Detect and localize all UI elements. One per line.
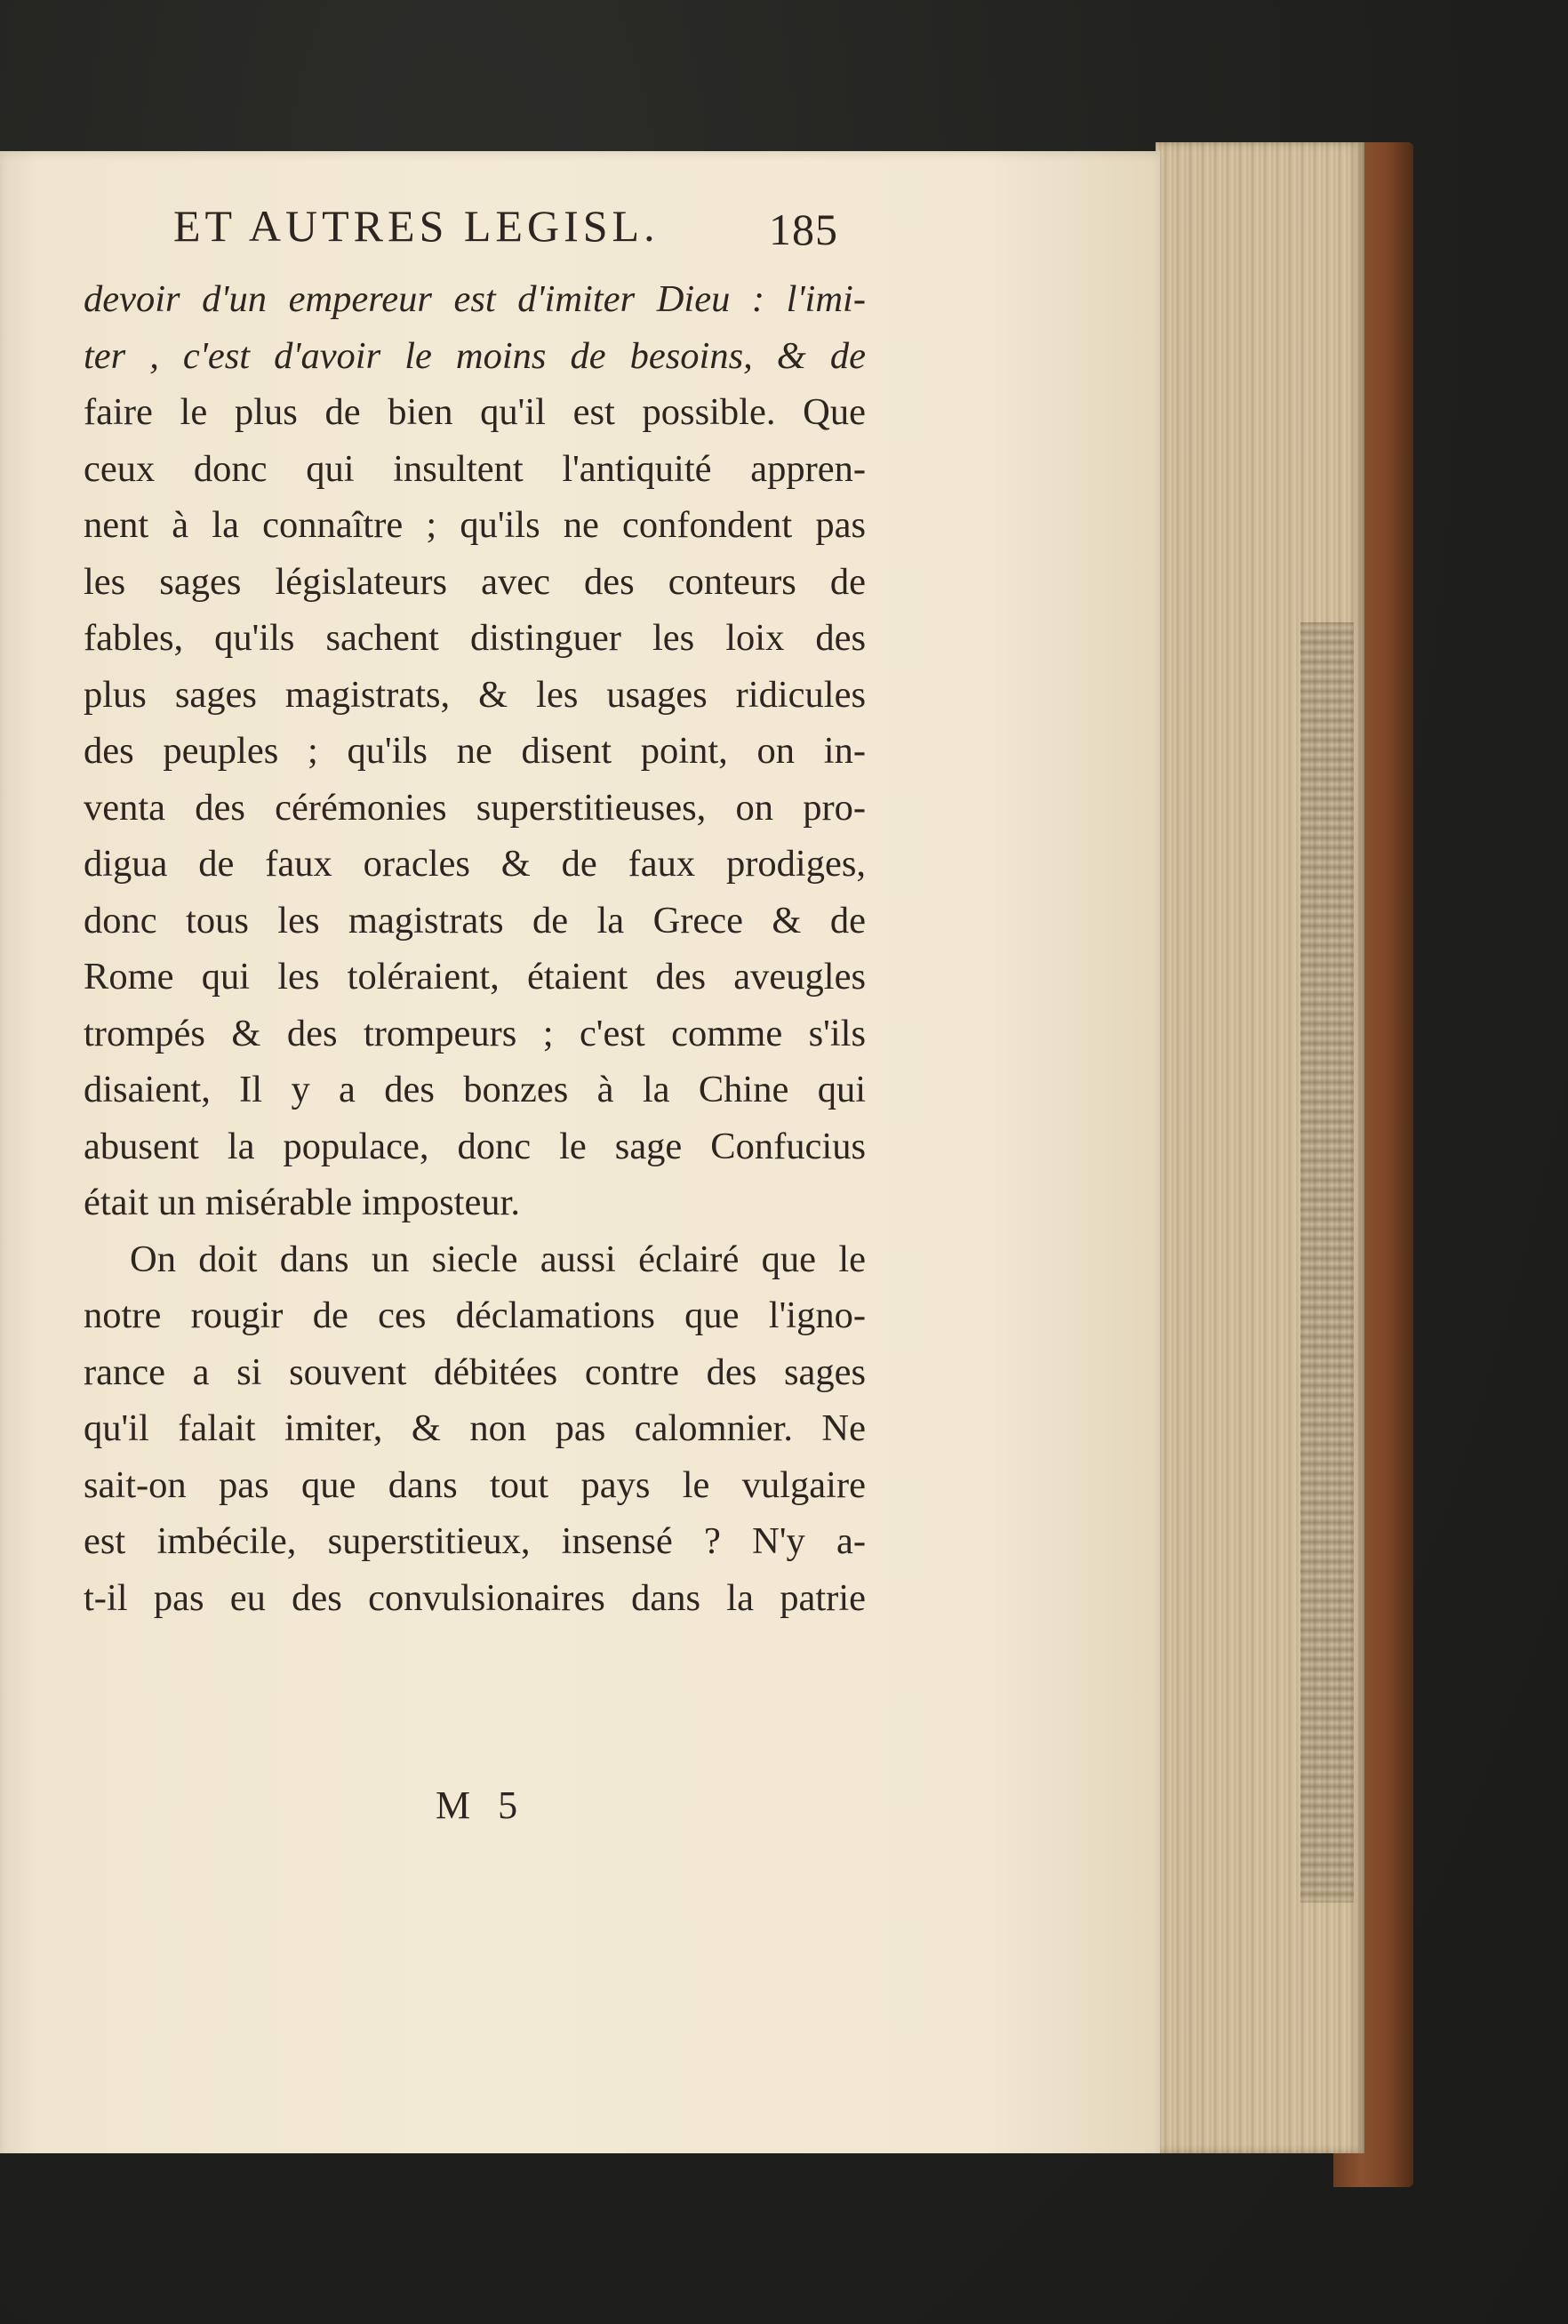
text-line: fables, qu'ils sachent distinguer les loix des	[84, 617, 866, 659]
page-number: 185	[769, 204, 838, 254]
text-line: abusent la populace, donc le sage Confucius	[84, 1125, 866, 1167]
text-line: est imbécile, superstitieux, insensé ? N'y a-	[84, 1520, 866, 1562]
text-line: qu'il falait imiter, & non pas calomnier. Ne	[84, 1407, 866, 1449]
text-line: ceux donc qui insultent l'antiquité appren-	[84, 447, 866, 490]
text-line: sait-on pas que dans tout pays le vulgaire	[84, 1463, 866, 1506]
text-line: notre rougir de ces déclamations que l'igno-	[84, 1294, 866, 1336]
text-line: les sages législateurs avec des conteurs de	[84, 560, 866, 603]
text-line: était un misérable imposteur.	[84, 1182, 520, 1223]
running-head: ET AUTRES LEGISL.	[173, 201, 660, 251]
text-line: venta des cérémonies superstitieuses, on pro-	[84, 786, 866, 829]
text-line: faire le plus de bien qu'il est possible. Que	[84, 391, 866, 433]
text-line: t-il pas eu des convulsionaires dans la patrie	[84, 1576, 866, 1619]
page-block-edge	[1156, 142, 1364, 2153]
text-line: devoir d'un empereur est d'imiter Dieu : l'imi-	[84, 278, 866, 320]
page-gutter-shadow	[0, 151, 36, 2153]
text-line: trompés & des trompeurs ; c'est comme s'ils	[84, 1012, 866, 1054]
signature-mark: M 5	[436, 1783, 527, 1827]
text-line: Rome qui les toléraient, étaient des aveugles	[84, 956, 866, 998]
page-header	[173, 200, 849, 253]
text-line: rance a si souvent débitées contre des sages	[84, 1350, 866, 1393]
body-text	[84, 271, 866, 1626]
text-line: donc tous les magistrats de la Grece & de	[84, 899, 866, 942]
text-line: nent à la connaître ; qu'ils ne confondent pas	[84, 504, 866, 546]
text-line: On doit dans un siecle aussi éclairé que le	[130, 1238, 866, 1280]
text-line: ter , c'est d'avoir le moins de besoins, & de	[84, 334, 866, 377]
text-line: des peuples ; qu'ils ne disent point, on in-	[84, 730, 866, 772]
text-line: plus sages magistrats, & les usages ridicules	[84, 673, 866, 716]
text-line: digua de faux oracles & de faux prodiges,	[84, 843, 866, 885]
text-line: disaient, Il y a des bonzes à la Chine qui	[84, 1069, 866, 1110]
